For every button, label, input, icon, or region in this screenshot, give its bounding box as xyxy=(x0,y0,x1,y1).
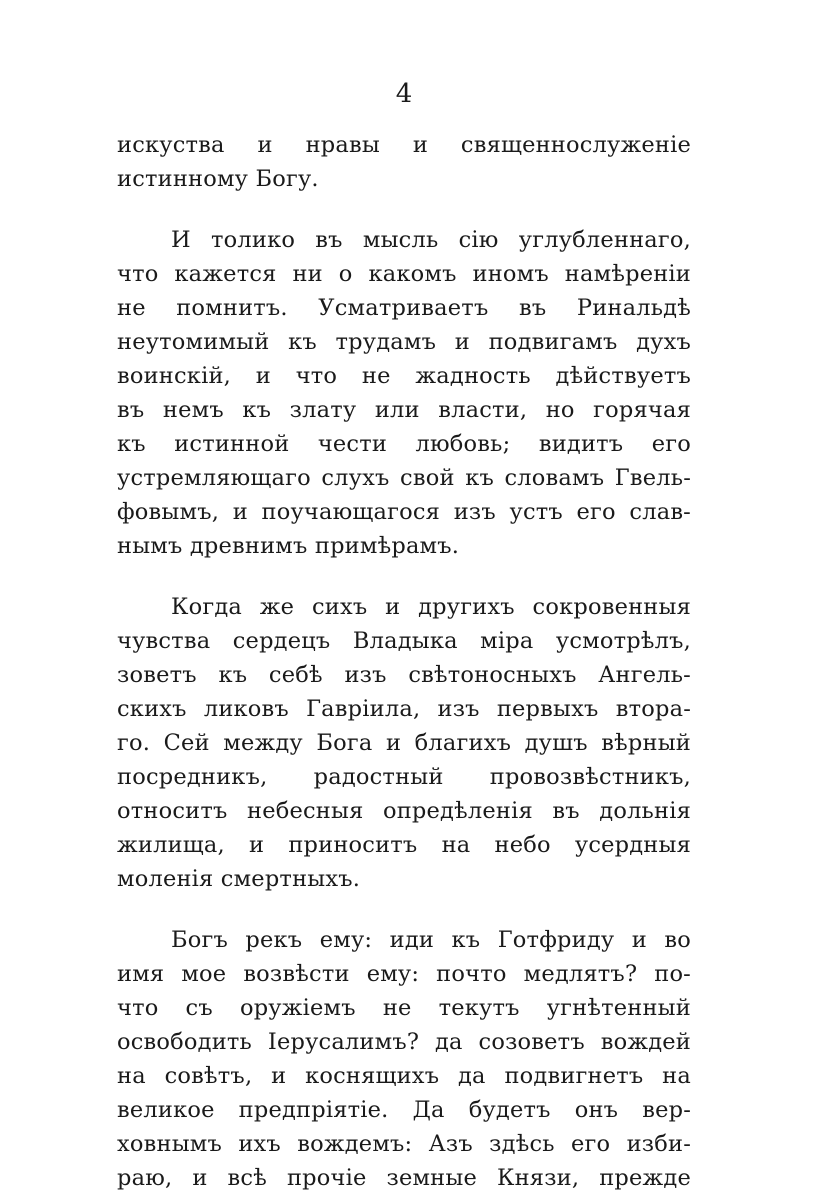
text-line: воинскій, и что не жадность дѣйствуетъ xyxy=(117,363,691,389)
body-text xyxy=(117,128,691,1195)
text-line: что съ оружіемъ не текутъ угнѣтенный xyxy=(117,995,691,1021)
text-line: скихъ ликовъ Гавріила, изъ первыхъ втора- xyxy=(117,696,691,722)
book-page xyxy=(117,0,691,1191)
text-line: не помнитъ. Усматриваетъ въ Ринальдѣ xyxy=(117,295,691,321)
text-line: истинному Богу. xyxy=(117,166,319,192)
text-line: го. Сей между Бога и благихъ душъ вѣрный xyxy=(117,730,691,756)
text-line: Богъ рекъ ему: иди къ Готфриду и во xyxy=(171,927,691,953)
text-line: къ истинной чести любовь; видитъ его xyxy=(117,431,691,457)
text-line: имя мое возвѣсти ему: почто медлятъ? по- xyxy=(117,961,691,987)
paragraph-2 xyxy=(117,223,691,563)
text-line: раю, и всѣ прочіе земные Князи, прежде xyxy=(117,1165,691,1191)
text-line: Когда же сихъ и другихъ сокровенныя xyxy=(171,594,691,620)
text-line: искуства и нравы и священнослуженіе xyxy=(117,132,691,158)
text-line: что кажется ни о какомъ иномъ намѣреніи xyxy=(117,261,691,287)
text-line: ховнымъ ихъ вождемъ: Азъ здѣсь его изби- xyxy=(117,1131,691,1157)
text-line: фовымъ, и поучающагося изъ устъ его слав- xyxy=(117,499,691,525)
text-line: въ немъ къ злату или власти, но горячая xyxy=(117,397,691,423)
text-line: великое предпріятіе. Да будетъ онъ вер- xyxy=(117,1097,691,1123)
text-line: устремляющаго слухъ свой къ словамъ Гвель- xyxy=(117,465,691,491)
text-line: жилища, и приноситъ на небо усердныя xyxy=(117,832,691,858)
text-line: зоветъ къ себѣ изъ свѣтоносныхъ Ангель- xyxy=(117,662,691,688)
text-line: неутомимый къ трудамъ и подвигамъ духъ xyxy=(117,329,691,355)
paragraph-1 xyxy=(117,128,691,196)
text-line: на совѣтъ, и коснящихъ да подвигнетъ на xyxy=(117,1063,691,1089)
text-line: относитъ небесныя опредѣленія въ дольнія xyxy=(117,798,691,824)
text-line: чувства сердецъ Владыка міра усмотрѣлъ, xyxy=(117,628,691,654)
text-line: нымъ древнимъ примѣрамъ. xyxy=(117,533,460,559)
text-line: освободить Іерусалимъ? да созоветъ вождей xyxy=(117,1029,691,1055)
text-line: моленія смертныхъ. xyxy=(117,866,361,892)
paragraph-3 xyxy=(117,590,691,896)
paragraph-4 xyxy=(117,923,691,1195)
text-line: И толико въ мысль сію углубленнаго, xyxy=(171,227,691,253)
page-number: 4 xyxy=(395,79,413,109)
text-line: посредникъ, радостный провозвѣстникъ, xyxy=(117,764,691,790)
